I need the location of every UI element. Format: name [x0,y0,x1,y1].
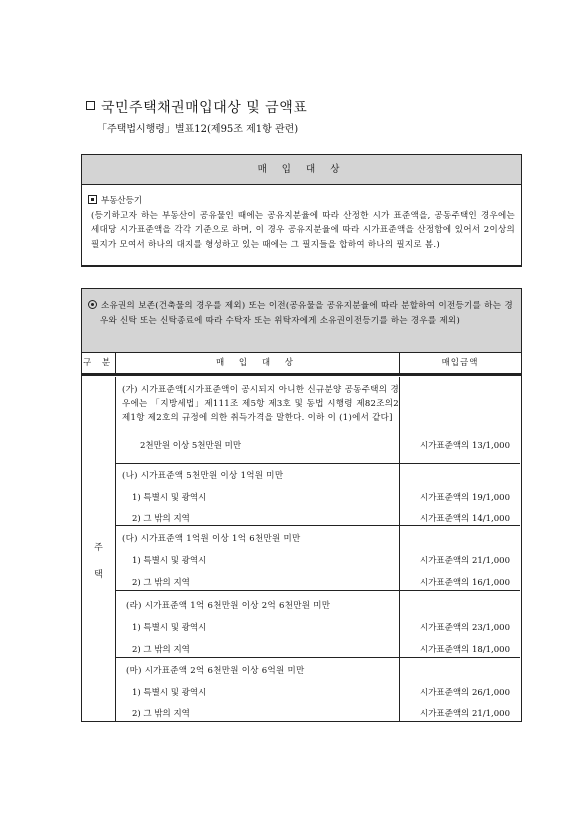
row-ga-amount: 시가표준액의 13/1,000 [420,441,510,451]
document-title [86,97,307,117]
row-ma-amount1: 시가표준액의 26/1,000 [420,688,510,698]
row-na-amount1: 시가표준액의 19/1,000 [420,493,510,503]
row-ma-amount2: 시가표준액의 21/1,000 [420,709,510,719]
table-row-ga [116,377,520,464]
row-ra-amount1: 시가표준액의 23/1,000 [420,623,510,633]
row-ra-label: (라) 시가표준액 1억 6천만원 이상 2억 6천만원 미만 [126,601,331,611]
row-ma-label: (마) 시가표준액 2억 6천만원 이상 6억원 미만 [126,666,305,676]
column-header-row [82,353,521,376]
row-na-label: (나) 시가표준액 5천만원 이상 1억원 미만 [122,471,284,481]
row-da-label: (다) 시가표준액 1억원 이상 1억 6천만원 미만 [122,534,301,544]
purchase-target-header: 매 입 대 상 [82,155,521,185]
row-ra-amount2: 시가표준액의 18/1,000 [420,645,510,655]
document-subtitle: 「주택법시행령」별표12(제95조 제1항 관련) [97,124,299,135]
row-ga-sub: 2천만원 이상 5천만원 미만 [140,441,242,451]
row-ma-item1: 1) 특별시 및 광역시 [132,688,207,698]
row-ra-item1: 1) 특별시 및 광역시 [132,623,207,633]
table-row-ra [116,591,520,658]
purchase-target-box [81,154,522,267]
item-description: (등기하고자 하는 부동산이 공유물인 때에는 공유지분율에 따라 산정한 시가 표준액을, 공동주택인 경우에는 세대당 시가표준액을 각각 기준으로 하며, 이 경우 공유지분율에 따라 시가표준액을 산정함에 있어서 2이상의 필지가 모여서 하나의 대지를 형성하고 있는 때에는 그 필지들을 합하여 하나의 필지로 봄.) [91,210,515,250]
category-char: 주 [94,543,103,553]
checkbox-bullet-icon [88,195,97,204]
category-column [82,377,116,721]
circle-bullet-icon [88,300,97,309]
row-na-item1: 1) 특별시 및 광역시 [132,493,207,503]
row-da-item2: 2) 그 밖의 지역 [132,578,190,588]
item-title: 부동산등기 [101,196,143,206]
column-header-target: 매 입 대 상 [116,353,400,373]
square-bullet-icon [86,101,95,110]
ownership-table-header [82,289,521,353]
column-header-category: 구 분 [82,353,116,373]
table-row-na [116,464,520,526]
table-row-da [116,526,520,591]
row-ga-label: (가) 시가표준액[시가표준액이 공시되지 아니한 신규분양 공동주택의 경우에는 「지방세법」제111조 제5항 제3호 및 동법 시행령 제82조의2 제1항 제2호의 규정에 의한 취득가격을 말한다. 이하 이 (1)에서 같다] [122,385,399,423]
ownership-header-text: 소유권의 보존(건축물의 경우를 제외) 또는 이전(공유물을 공유지분율에 따라 분할하여 이전등기를 하는 경우와 신탁 또는 신탁종료에 따라 수탁자 또는 위탁자에게 소유권이전등기를 하는 경우를 제외) [100,301,513,326]
row-da-amount2: 시가표준액의 16/1,000 [420,578,510,588]
row-da-amount1: 시가표준액의 21/1,000 [420,556,510,566]
row-na-amount2: 시가표준액의 14/1,000 [420,514,510,524]
document-title-text: 국민주택채권매입대상 및 금액표 [101,100,308,116]
row-ra-item2: 2) 그 밖의 지역 [132,645,190,655]
column-header-amount: 매입금액 [441,358,479,368]
table-row-ma [116,658,520,721]
row-ma-item2: 2) 그 밖의 지역 [132,709,190,719]
purchase-target-body [82,185,521,252]
ownership-table [81,288,522,722]
row-da-item1: 1) 특별시 및 광역시 [132,556,207,566]
row-na-item2: 2) 그 밖의 지역 [132,514,190,524]
category-char: 택 [94,570,103,580]
